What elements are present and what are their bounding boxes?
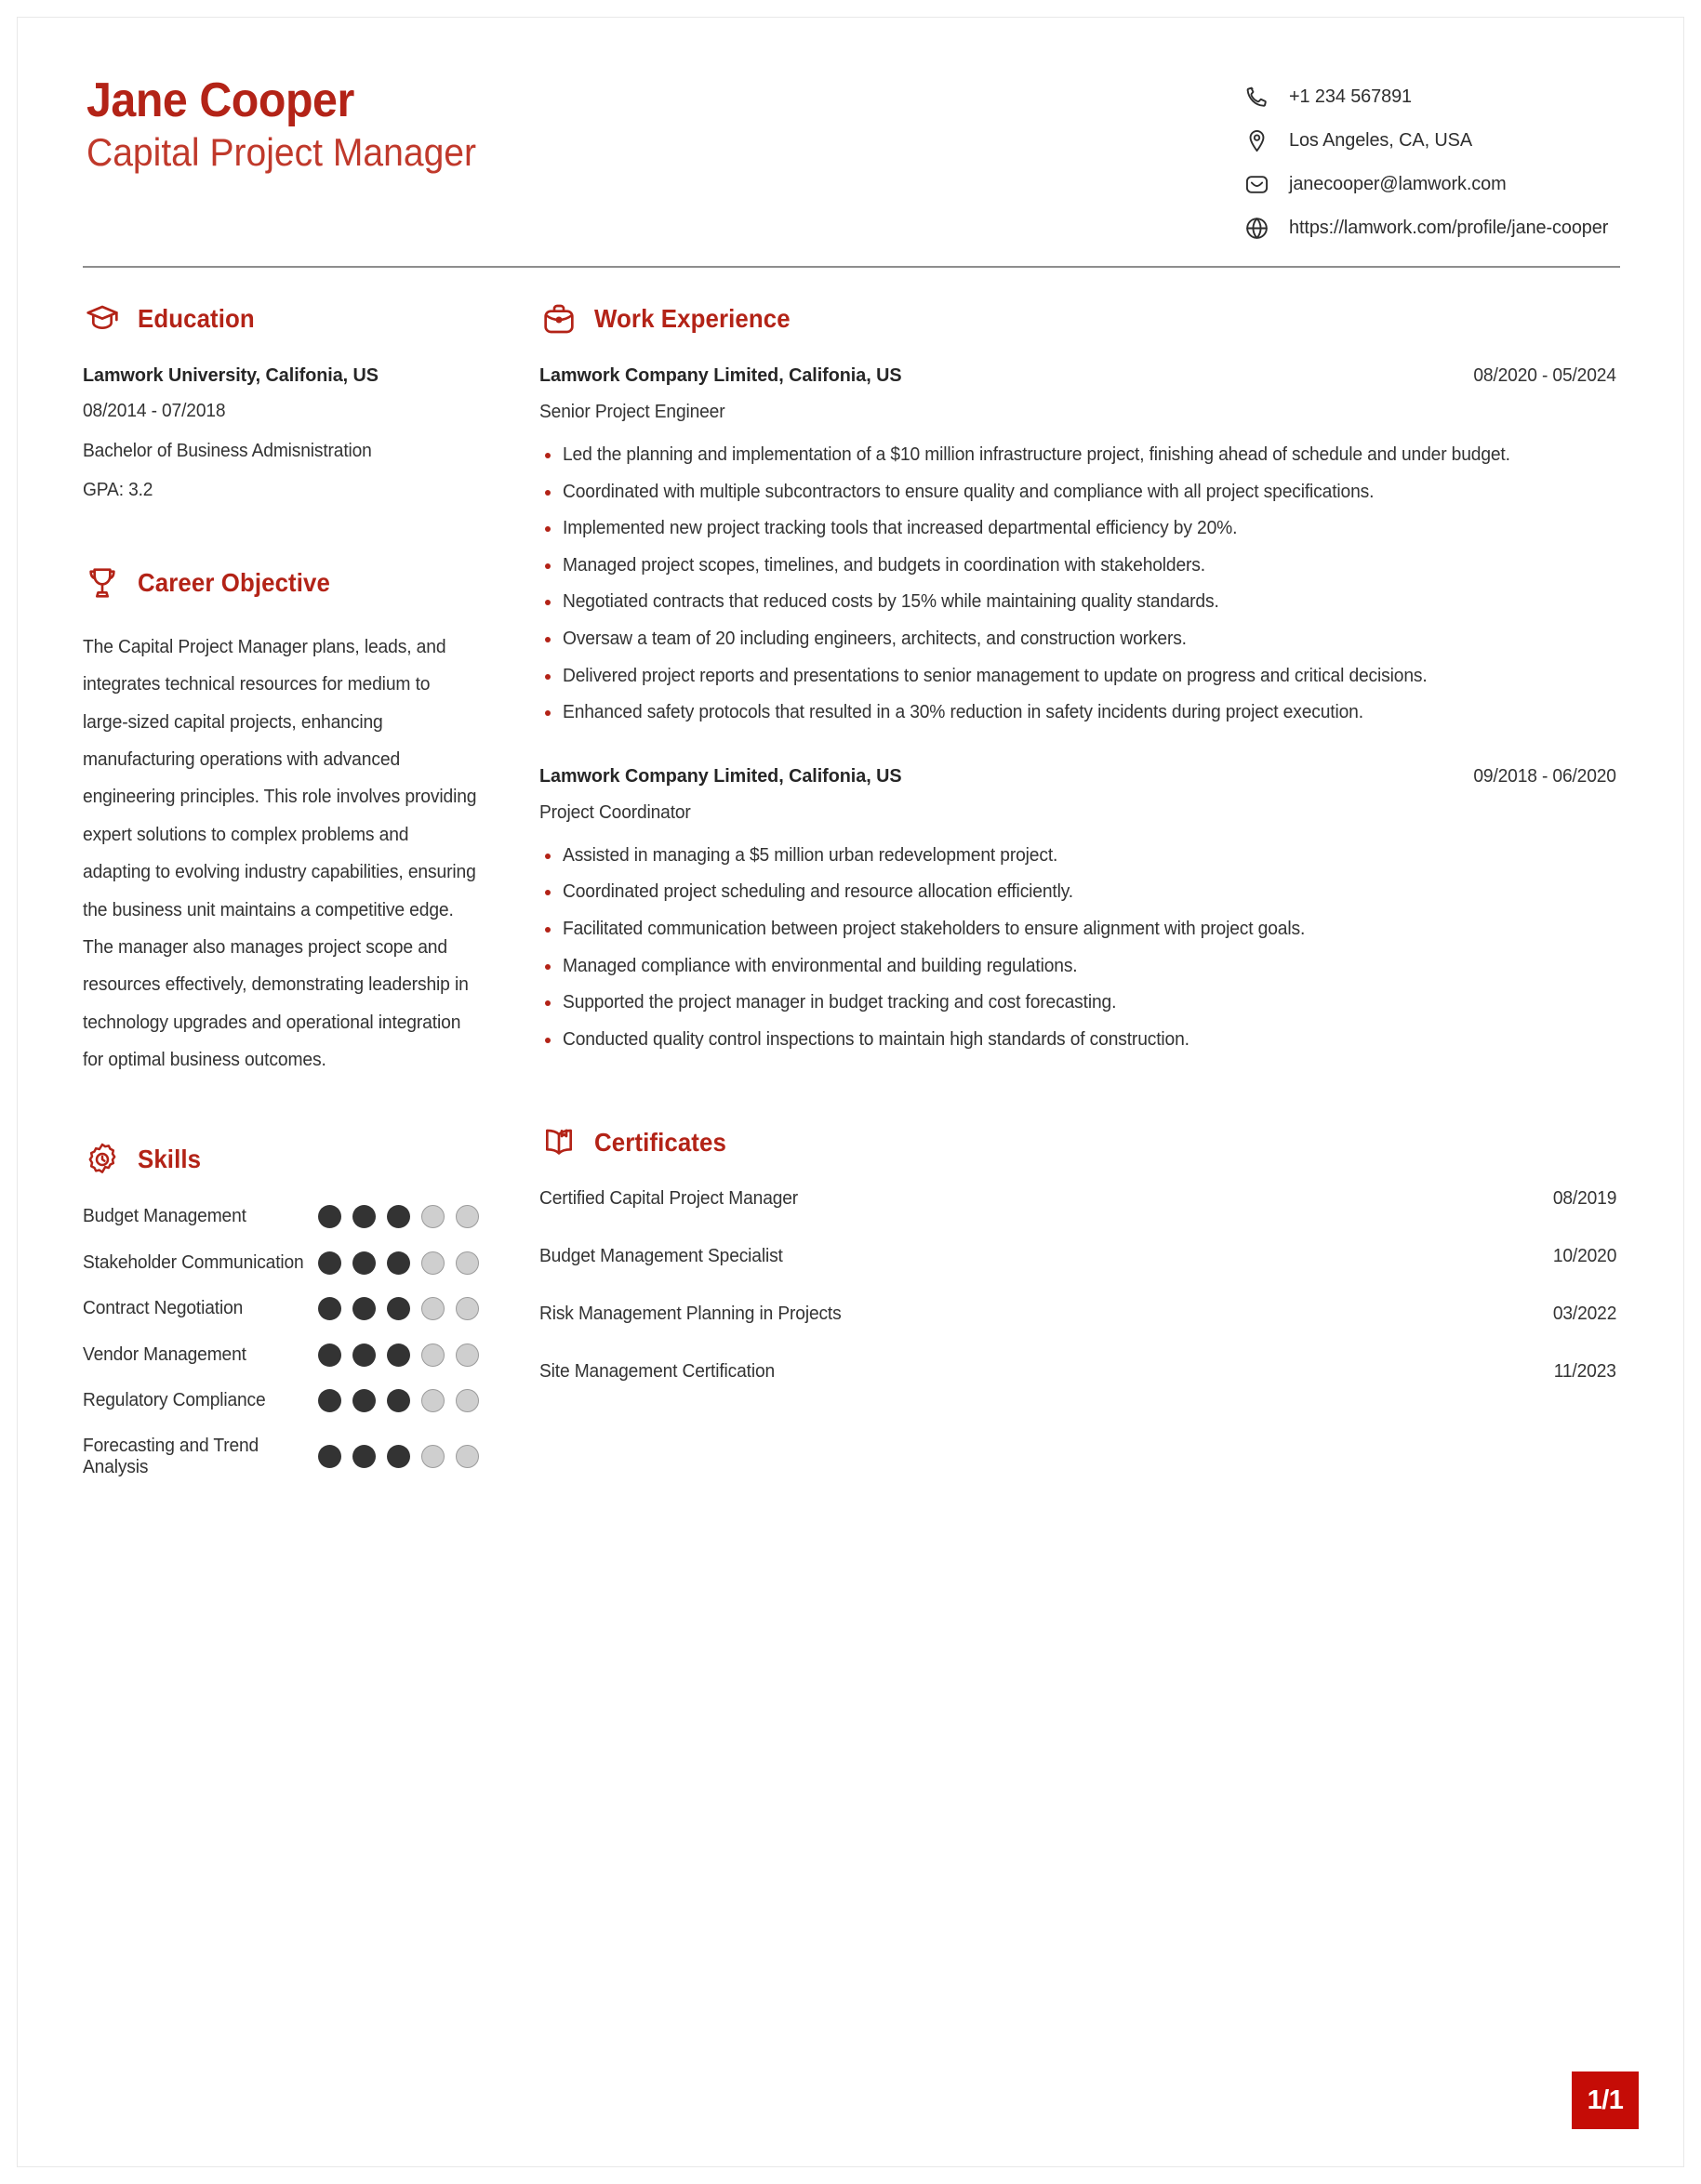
rating-dot-filled[interactable] xyxy=(387,1251,410,1275)
rating-dot-filled[interactable] xyxy=(352,1445,376,1468)
job-bullet-text: Enhanced safety protocols that resulted in a 30% reduction in safety incidents during project execution. xyxy=(563,702,1363,723)
skill-row xyxy=(83,1205,481,1228)
rating-dot-empty[interactable] xyxy=(421,1389,445,1412)
jobs-list xyxy=(539,364,1616,1058)
gear-clock-icon xyxy=(83,1140,122,1179)
rating-dot-empty[interactable] xyxy=(456,1389,479,1412)
contact-item-website[interactable] xyxy=(1243,214,1618,242)
job-bullet-item xyxy=(539,985,1616,1022)
page-indicator: 1/1 xyxy=(1572,2071,1639,2129)
job-bullet-item xyxy=(539,695,1616,732)
job-dates: 08/2020 - 05/2024 xyxy=(1473,365,1616,386)
job-bullets xyxy=(539,437,1616,732)
job-bullet-text: Implemented new project tracking tools that increased departmental efficiency by 20%. xyxy=(563,518,1238,539)
job-bullet-item xyxy=(539,621,1616,658)
email-icon xyxy=(1243,170,1270,198)
education-section xyxy=(83,299,481,506)
rating-dot-filled[interactable] xyxy=(318,1251,341,1275)
contact-item-phone[interactable] xyxy=(1243,83,1618,111)
job-bullet-text: Delivered project reports and presentations to senior management to update on progress and critical decisions. xyxy=(563,665,1428,686)
skills-section xyxy=(83,1140,481,1478)
job-bullet-item xyxy=(539,584,1616,621)
rating-dot-filled[interactable] xyxy=(318,1205,341,1228)
job-role: Project Coordinator xyxy=(539,801,691,823)
professional-title: Capital Project Manager xyxy=(86,130,477,175)
contact-list xyxy=(1243,73,1620,242)
resume-header xyxy=(81,66,1620,242)
job-bullet-item xyxy=(539,1022,1616,1059)
job-dates: 09/2018 - 06/2020 xyxy=(1473,765,1616,787)
certificate-date: 08/2019 xyxy=(1552,1188,1616,1210)
rating-dot-filled[interactable] xyxy=(318,1343,341,1367)
skill-label: Regulatory Compliance xyxy=(83,1390,266,1411)
career-objective-section xyxy=(83,563,481,1079)
contact-item-email[interactable] xyxy=(1243,170,1618,198)
skill-row xyxy=(83,1436,481,1478)
job-bullet-item xyxy=(539,510,1616,548)
certificate-row xyxy=(539,1304,1616,1325)
certificate-date: 10/2020 xyxy=(1552,1246,1616,1267)
certificate-name: Site Management Certification xyxy=(539,1361,776,1383)
certificates-section xyxy=(539,1123,1616,1383)
rating-dot-filled[interactable] xyxy=(318,1297,341,1320)
skill-row xyxy=(83,1251,481,1275)
skill-rating[interactable] xyxy=(318,1297,481,1320)
job-entry xyxy=(539,364,1616,732)
skills-heading-label: Skills xyxy=(138,1145,202,1174)
job-bullet-item xyxy=(539,658,1616,695)
work-experience-heading-label: Work Experience xyxy=(594,304,791,333)
job-company: Lamwork Company Limited, Califonia, US xyxy=(539,764,902,787)
job-bullet-text: Supported the project manager in budget tracking and cost forecasting. xyxy=(563,992,1117,1013)
contact-item-location[interactable] xyxy=(1243,126,1618,154)
job-header xyxy=(539,364,1616,387)
content-columns xyxy=(81,268,1620,1501)
rating-dot-filled[interactable] xyxy=(387,1445,410,1468)
job-bullet-item xyxy=(539,874,1616,911)
contact-value-phone: +1 234 567891 xyxy=(1289,86,1413,107)
rating-dot-empty[interactable] xyxy=(421,1297,445,1320)
right-column xyxy=(539,299,1620,1419)
skill-label: Budget Management xyxy=(83,1206,246,1227)
rating-dot-empty[interactable] xyxy=(456,1251,479,1275)
contact-value-email: janecooper@lamwork.com xyxy=(1289,173,1507,194)
rating-dot-empty[interactable] xyxy=(421,1251,445,1275)
certificate-row xyxy=(539,1246,1616,1267)
rating-dot-empty[interactable] xyxy=(421,1343,445,1367)
rating-dot-empty[interactable] xyxy=(456,1445,479,1468)
education-degree: Bachelor of Business Admisnistration xyxy=(83,440,372,461)
job-bullet-text: Negotiated contracts that reduced costs by 15% while maintaining quality standards. xyxy=(563,591,1219,613)
career-objective-heading xyxy=(83,563,481,602)
rating-dot-filled[interactable] xyxy=(387,1343,410,1367)
certificate-name: Risk Management Planning in Projects xyxy=(539,1304,842,1325)
job-company: Lamwork Company Limited, Califonia, US xyxy=(539,364,902,386)
job-bullet-text: Managed compliance with environmental and building regulations. xyxy=(563,955,1078,976)
job-bullet-item xyxy=(539,548,1616,585)
rating-dot-filled[interactable] xyxy=(352,1205,376,1228)
job-bullet-item xyxy=(539,948,1616,986)
rating-dot-filled[interactable] xyxy=(318,1445,341,1468)
job-bullet-item xyxy=(539,474,1616,511)
certificate-date: 11/2023 xyxy=(1554,1361,1616,1383)
skill-rating[interactable] xyxy=(318,1343,481,1367)
identity-block xyxy=(81,73,506,177)
page-title: Jane Cooper xyxy=(86,73,354,127)
rating-dot-filled[interactable] xyxy=(352,1297,376,1320)
open-book-icon xyxy=(539,1123,578,1162)
skill-rating[interactable] xyxy=(318,1389,481,1412)
certificates-list xyxy=(539,1188,1616,1383)
phone-icon xyxy=(1243,83,1270,111)
skill-label: Stakeholder Communication xyxy=(83,1251,304,1273)
education-school: Lamwork University, Califonia, US xyxy=(83,364,379,386)
job-bullet-text: Assisted in managing a $5 million urban redevelopment project. xyxy=(563,844,1058,866)
skill-label: Forecasting and Trend Analysis xyxy=(83,1435,259,1477)
contact-value-website: https://lamwork.com/profile/jane-cooper xyxy=(1289,217,1609,238)
location-icon xyxy=(1243,126,1270,154)
skill-rating[interactable] xyxy=(318,1445,481,1468)
resume-sheet xyxy=(17,17,1684,2167)
skill-label: Vendor Management xyxy=(83,1343,246,1365)
certificate-name: Certified Capital Project Manager xyxy=(539,1188,799,1210)
certificate-row xyxy=(539,1188,1616,1210)
rating-dot-empty[interactable] xyxy=(456,1343,479,1367)
rating-dot-empty[interactable] xyxy=(456,1297,479,1320)
skill-row xyxy=(83,1297,481,1320)
graduation-cap-icon xyxy=(83,299,122,338)
job-header xyxy=(539,765,1616,788)
certificate-row xyxy=(539,1361,1616,1383)
skill-row xyxy=(83,1389,481,1412)
trophy-icon xyxy=(83,563,122,602)
skill-rating[interactable] xyxy=(318,1251,481,1275)
education-gpa: GPA: 3.2 xyxy=(83,480,153,501)
rating-dot-empty[interactable] xyxy=(421,1445,445,1468)
contact-value-location: Los Angeles, CA, USA xyxy=(1289,129,1473,151)
skill-rating[interactable] xyxy=(318,1205,481,1228)
skill-label: Contract Negotiation xyxy=(83,1298,244,1319)
rating-dot-empty[interactable] xyxy=(421,1205,445,1228)
job-bullet-text: Coordinated with multiple subcontractors to ensure quality and compliance with all project specifications. xyxy=(563,481,1375,502)
career-objective-heading-label: Career Objective xyxy=(138,567,330,597)
job-role: Senior Project Engineer xyxy=(539,402,725,422)
briefcase-icon xyxy=(539,299,578,338)
career-objective-text: The Capital Project Manager plans, leads, and integrates technical resources for medium to large-sized capital projects, enhancing manufacturing operations with advanced engineering principles. This role involves providing expert solutions to complex problems and adapting to evolving industry capabilities, ensuring the business unit maintains a competitive edge. The manager also manages project scope and resources effectively, demonstrating leadership in technology upgrades and operational integration for optimal business outcomes. xyxy=(83,636,477,1071)
certificates-heading xyxy=(539,1123,1616,1162)
skill-row xyxy=(83,1343,481,1367)
rating-dot-empty[interactable] xyxy=(456,1205,479,1228)
work-experience-heading xyxy=(539,299,1616,338)
job-bullet-text: Led the planning and implementation of a $10 million infrastructure project, finishing ahead of schedule and under budget. xyxy=(563,444,1510,465)
education-heading xyxy=(83,299,481,338)
job-bullet-text: Managed project scopes, timelines, and budgets in coordination with stakeholders. xyxy=(563,554,1205,576)
globe-icon xyxy=(1243,214,1270,242)
job-bullet-text: Conducted quality control inspections to maintain high standards of construction. xyxy=(563,1028,1189,1050)
left-column xyxy=(81,299,481,1501)
job-bullet-text: Facilitated communication between project stakeholders to ensure alignment with project goals. xyxy=(563,918,1306,939)
skills-heading xyxy=(83,1140,481,1179)
job-bullet-item xyxy=(539,911,1616,948)
certificate-name: Budget Management Specialist xyxy=(539,1246,783,1267)
job-entry xyxy=(539,765,1616,1059)
education-heading-label: Education xyxy=(138,304,255,333)
skills-list xyxy=(83,1205,481,1478)
work-experience-section xyxy=(539,299,1616,1058)
certificates-heading-label: Certificates xyxy=(594,1128,726,1158)
job-bullet-text: Coordinated project scheduling and resource allocation efficiently. xyxy=(563,881,1074,903)
rating-dot-filled[interactable] xyxy=(352,1251,376,1275)
education-dates: 08/2014 - 07/2018 xyxy=(83,401,226,421)
rating-dot-filled[interactable] xyxy=(387,1297,410,1320)
job-bullet-item xyxy=(539,437,1616,474)
rating-dot-filled[interactable] xyxy=(387,1205,410,1228)
job-bullet-text: Oversaw a team of 20 including engineers, architects, and construction workers. xyxy=(563,628,1187,649)
rating-dot-filled[interactable] xyxy=(352,1389,376,1412)
job-bullet-item xyxy=(539,838,1616,875)
job-bullets xyxy=(539,838,1616,1059)
rating-dot-filled[interactable] xyxy=(318,1389,341,1412)
rating-dot-filled[interactable] xyxy=(387,1389,410,1412)
rating-dot-filled[interactable] xyxy=(352,1343,376,1367)
certificate-date: 03/2022 xyxy=(1552,1304,1616,1325)
